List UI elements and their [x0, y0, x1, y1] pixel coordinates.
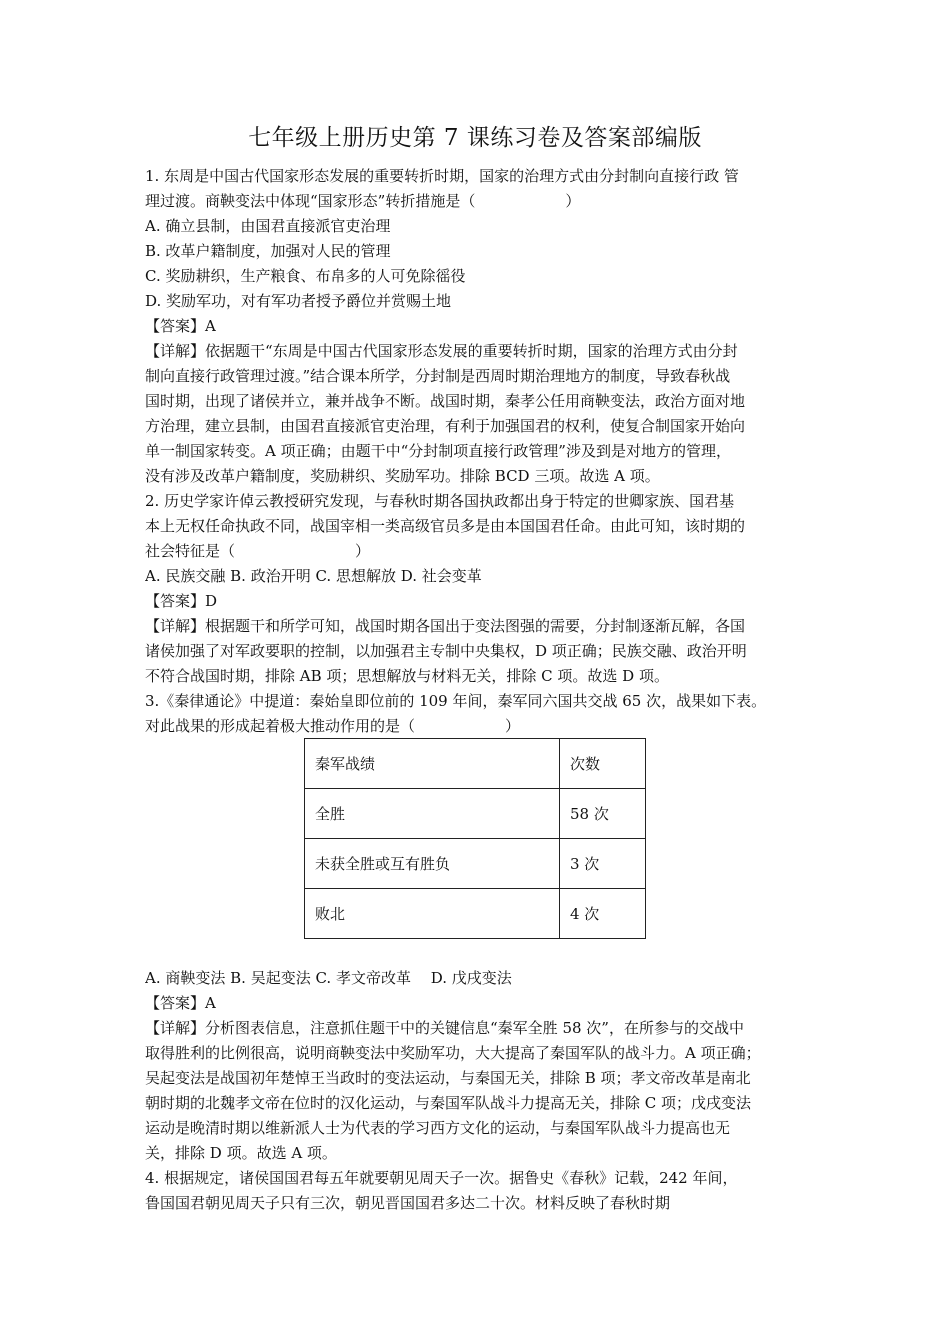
- q1-stem-line: 理过渡。商鞅变法中体现“国家形态”转折措施是（ ）: [145, 192, 581, 210]
- q2-stem-line: 社会特征是（ ）: [145, 542, 371, 560]
- table-header-cell: 次数: [560, 739, 646, 789]
- q1-explanation-line: 【详解】依据题干“东周是中国古代国家形态发展的重要转折时期，国家的治理方式由分封: [145, 342, 738, 360]
- question-3-answer: [145, 966, 810, 1166]
- table-cell: 58 次: [560, 789, 646, 839]
- q2-explanation-line: 【详解】根据题干和所学可知，战国时期各国出于变法图强的需要，分封制逐渐瓦解，各国: [145, 617, 746, 635]
- q2-options: A. 民族交融 B. 政治开明 C. 思想解放 D. 社会变革: [145, 567, 482, 585]
- table-cell: 4 次: [560, 889, 646, 939]
- table-cell: 全胜: [305, 789, 560, 839]
- q1-explanation-line: 方治理，建立县制，由国君直接派官吏治理，有利于加强国君的权利，使复合制国家开始向: [145, 417, 746, 435]
- battle-results-table: [304, 738, 646, 939]
- q3-answer: 【答案】A: [145, 994, 216, 1012]
- q3-explanation-line: 朝时期的北魏孝文帝在位时的汉化运动，与秦国军队战斗力提高无关，排除 C 项；戊戌变法: [145, 1094, 752, 1112]
- q1-explanation-line: 国时期，出现了诸侯并立，兼并战争不断。战国时期，秦孝公任用商鞅变法，政治方面对地: [145, 392, 746, 410]
- q1-stem-line: 1. 东周是中国古代国家形态发展的重要转折时期，国家的治理方式由分封制向直接行政 管: [145, 167, 739, 185]
- q1-option-d: D. 奖励军功，对有军功者授予爵位并赏赐土地: [145, 292, 452, 310]
- table-row: [305, 789, 646, 839]
- table-row: [305, 839, 646, 889]
- q2-answer: 【答案】D: [145, 592, 218, 610]
- q4-stem-line: 鲁国国君朝见周天子只有三次，朝见晋国国君多达二十次。材料反映了春秋时期: [145, 1194, 671, 1212]
- q1-explanation-line: 制向直接行政管理过渡。”结合课本所学，分封制是西周时期治理地方的制度，导致春秋战: [145, 367, 731, 385]
- q1-explanation-line: 单一制国家转变。A 项正确；由题干中“分封制项直接行政管理”涉及到是对地方的管理，: [145, 442, 731, 460]
- question-3-stem: [145, 689, 810, 739]
- q3-explanation-line: 吴起变法是战国初年楚悼王当政时的变法运动，与秦国无关，排除 B 项；孝文帝改革是南北: [145, 1069, 751, 1087]
- q1-explanation-line: 没有涉及改革户籍制度，奖励耕织、奖励军功。排除 BCD 三项。故选 A 项。: [145, 467, 660, 485]
- q3-options: A. 商鞅变法 B. 吴起变法 C. 孝文帝改革 D. 戊戌变法: [145, 969, 512, 987]
- question-2: [145, 489, 810, 689]
- q1-option-c: C. 奖励耕织，生产粮食、布帛多的人可免除徭役: [145, 267, 466, 285]
- q2-explanation-line: 诸侯加强了对军政要职的控制，以加强君主专制中央集权，D 项正确；民族交融、政治开明: [145, 642, 747, 660]
- table-header-cell: 秦军战绩: [305, 739, 560, 789]
- question-1: [145, 164, 810, 489]
- q3-explanation-line: 运动是晚清时期以维新派人士为代表的学习西方文化的运动，与秦国军队战斗力提高也无: [145, 1119, 731, 1137]
- page-title: 七年级上册历史第 7 课练习卷及答案部编版: [248, 125, 702, 151]
- q4-stem-line: 4. 根据规定，诸侯国国君每五年就要朝见周天子一次。据鲁史《春秋》记载，242 年间，: [145, 1169, 738, 1187]
- q3-explanation-line: 关，排除 D 项。故选 A 项。: [145, 1144, 337, 1162]
- q3-explanation-line: 【详解】分析图表信息，注意抓住题干中的关键信息“秦军全胜 58 次”，在所参与的交战中: [145, 1019, 744, 1037]
- q3-explanation-line: 取得胜利的比例很高，说明商鞅变法中奖励军功，大大提高了秦国军队的战斗力。A 项正确；: [145, 1044, 761, 1062]
- question-4: [145, 1166, 810, 1216]
- q3-stem-line: 3.《秦律通论》中提道：秦始皇即位前的 109 年间，秦军同六国共交战 65 次，战果如下表。: [145, 692, 767, 710]
- table-row: [305, 889, 646, 939]
- table-header-row: [305, 739, 646, 789]
- table-cell: 败北: [305, 889, 560, 939]
- q2-explanation-line: 不符合战国时期，排除 AB 项；思想解放与材料无关，排除 C 项。故选 D 项。: [145, 667, 669, 685]
- table-cell: 未获全胜或互有胜负: [305, 839, 560, 889]
- q1-answer: 【答案】A: [145, 317, 216, 335]
- q2-stem-line: 本上无权任命执政不同，战国宰相一类高级官员多是由本国国君任命。由此可知，该时期的: [145, 517, 746, 535]
- q3-stem-line: 对此战果的形成起着极大推动作用的是（ ）: [145, 717, 521, 735]
- q2-stem-line: 2. 历史学家许倬云教授研究发现，与春秋时期各国执政都出身于特定的世卿家族、国君基: [145, 492, 735, 510]
- q1-option-a: A. 确立县制，由国君直接派官吏治理: [145, 217, 391, 235]
- q1-option-b: B. 改革户籍制度，加强对人民的管理: [145, 242, 391, 260]
- table-cell: 3 次: [560, 839, 646, 889]
